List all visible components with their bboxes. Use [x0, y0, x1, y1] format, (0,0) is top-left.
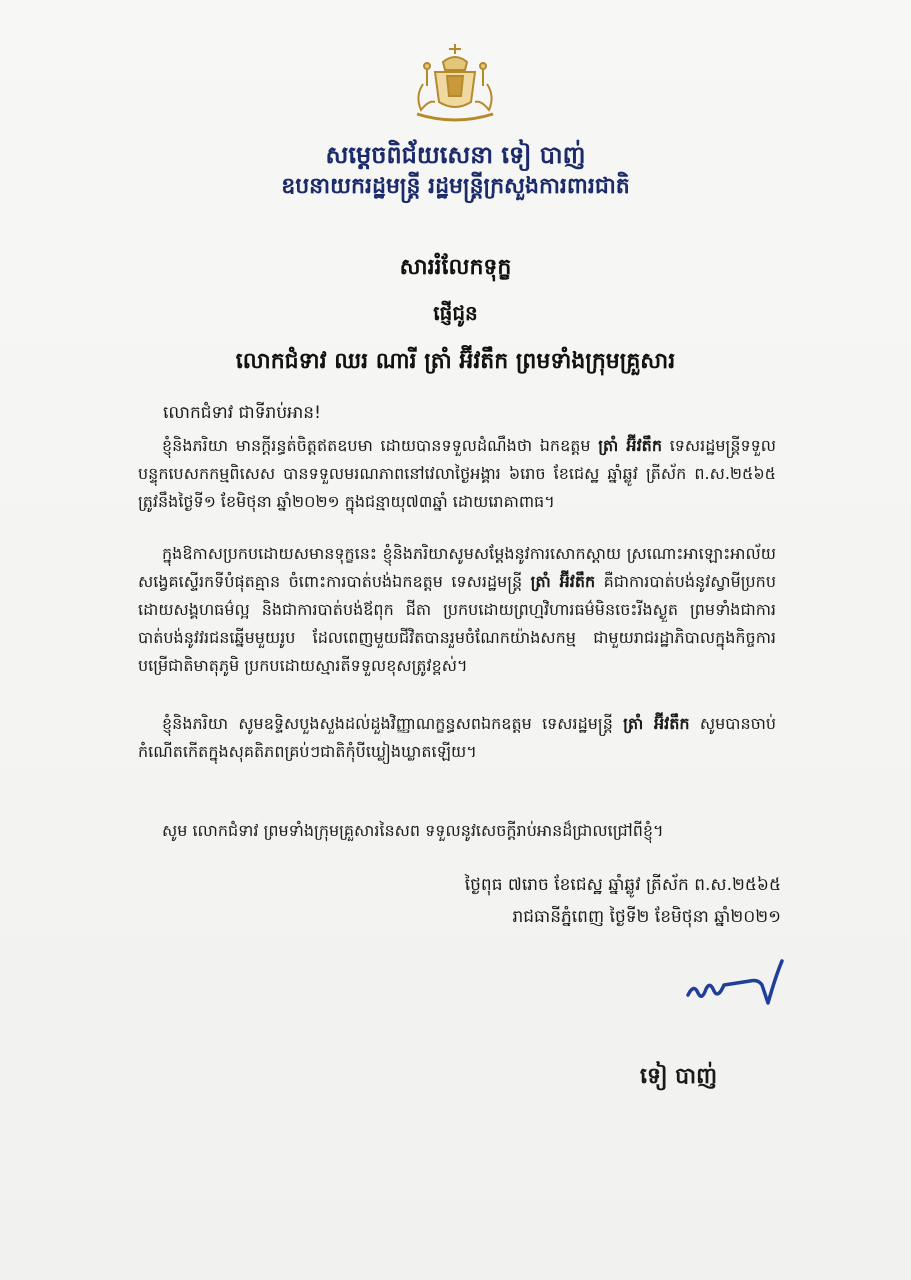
sender-name: សម្តេចពិជ័យសេនា ទៀ បាញ់ [325, 141, 586, 169]
deceased-name: ត្រាំ អ៊ីវតឹក [623, 714, 690, 733]
letter-title: សាររំលែកទុក្ខ [399, 255, 512, 280]
deceased-name: ត្រាំ អ៊ីវតឹក [598, 436, 662, 455]
paragraph-4 [138, 817, 776, 845]
date-solar: រាជធានីភ្នំពេញ ថ្ងៃទី២ ខែមិថុនា ឆ្នាំ២០២១ [512, 907, 781, 927]
signer-name: ទៀ បាញ់ [640, 1064, 718, 1089]
royal-coat-of-arms-icon [405, 40, 505, 125]
date-lunar: ថ្ងៃពុធ ៧រោច ខែជេស្ឋ ឆ្នាំឆ្លូវ ត្រីស័ក ព.ស.២៥៦៥ [464, 875, 781, 895]
paragraph-1 [138, 432, 776, 516]
paragraph-1-text-a: ខ្ញុំនិងភរិយា មានក្តីរន្ធត់ចិត្តឥតឧបមា ដោយបានទទួលដំណឹងថា ឯកឧត្តម [162, 436, 591, 455]
paragraph-1-text-c: ទេសរដ្ឋមន្ត្រីទទួលបន្ទុកបេសកកម្មពិសេស បានទទួលមរណភាពនៅវេលាថ្ងៃអង្គារ ៦រោច ខែជេស្ឋ ឆ្នាំឆ្លូវ ត្រីស័ក ព.ស.២៥៦៥ ត្រូវនឹងថ្ងៃទី១ ខែមិថុនា ឆ្នាំ២០២១ ក្នុងជន្មាយុ៧៣ឆ្នាំ ដោយរោគាពាធ។ [138, 436, 777, 511]
sender-position: ឧបនាយករដ្ឋមន្ត្រី រដ្ឋមន្ត្រីក្រសួងការពារជាតិ [281, 174, 630, 199]
deceased-name: ត្រាំ អ៊ីវតឹក [530, 572, 596, 591]
handwritten-signature-icon [680, 955, 790, 1015]
paragraph-3-text-a: ខ្ញុំនិងភរិយា សូមឧទ្ទិសបួងសួងដល់ដួងវិញ្ញាណក្ខន្ធសពឯកឧត្តម ទេសរដ្ឋមន្ត្រី [162, 714, 613, 733]
paragraph-3-text-c: សូមបានចាប់កំណើតកើតក្នុងសុគតិភពគ្រប់ៗជាតិកុំបីឃ្លៀងឃ្លាតឡើយ។ [138, 714, 776, 761]
paragraph-2 [138, 540, 776, 680]
paragraph-3 [138, 710, 776, 766]
paragraph-2-text-c: គឺជាការបាត់បង់នូវស្វាមីប្រកបដោយសង្គហធម៌ល្អ និងជាការបាត់បង់ឪពុក ជីតា ប្រកបដោយព្រហ្មវិហារធម៌មិនចេះរីងស្ងួត ព្រមទាំងជាការបាត់បង់នូវវរជនឆ្នើមមួយរូប ដែលពេញមួយជីវិតបានរួមចំណែកយ៉ាងសកម្ម ជាមួយរាជរដ្ឋាភិបាលក្នុងកិច្ចការបម្រើជាតិមាតុភូមិ ប្រកបដោយស្មារតីទទួលខុសត្រូវខ្ពស់។ [138, 572, 776, 675]
send-to-label: ផ្ញើជូន [433, 301, 478, 325]
recipient-line: លោកជំទាវ ឈរ ណារី ត្រាំ អ៊ីវតឹក ព្រមទាំងក្រុមគ្រួសារ [235, 349, 676, 374]
paragraph-4-text: សូម លោកជំទាវ ព្រមទាំងក្រុមគ្រួសារនៃសព ទទួលនូវសេចក្តីរាប់អានដ៏ជ្រាលជ្រៅពីខ្ញុំ។ [162, 821, 664, 840]
greeting: លោកជំទាវ ជាទីរាប់អាន! [163, 403, 321, 423]
paragraph-2-text-a: ក្នុងឱកាសប្រកបដោយសមានទុក្ខនេះ ខ្ញុំនិងភរិយាសូមសម្តែងនូវការសោកស្តាយ ស្រណោះអាឡោះអាល័យ សង្វេគស្ទើរកទីបំផុតគ្មាន ចំពោះការបាត់បង់ឯកឧត្តម ទេសរដ្ឋមន្ត្រី [138, 544, 776, 591]
